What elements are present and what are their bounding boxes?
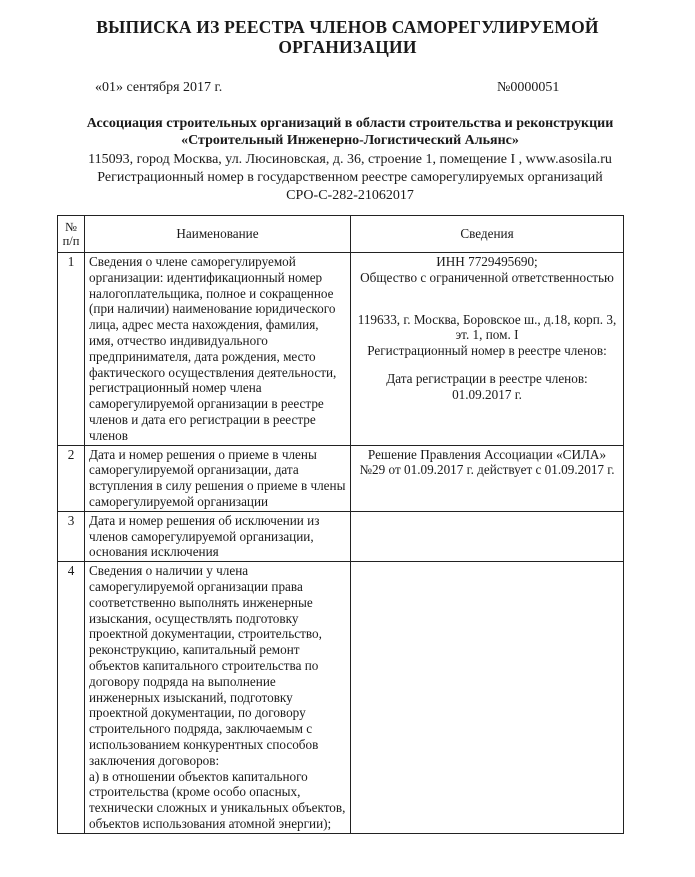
row-name: Дата и номер решения об исключении из членов саморегулируемой организации, основания исключения	[85, 511, 351, 561]
row-info	[351, 562, 624, 834]
document-title-line1: ВЫПИСКА ИЗ РЕЕСТРА ЧЛЕНОВ САМОРЕГУЛИРУЕМОЙ	[96, 17, 599, 37]
table-row	[58, 445, 624, 511]
row-name: Дата и номер решения о приеме в члены саморегулируемой организации, дата вступления в силу решения о приеме в члены саморегулируемой организации	[85, 445, 351, 511]
row-name-sub: а) в отношении объектов капитального строительства (кроме особо опасных, технически сложных и уникальных объектов, объектов использования атомной энергии);	[89, 768, 346, 831]
registry-table	[57, 215, 624, 834]
row-number: 2	[58, 445, 85, 511]
document-title	[60, 17, 635, 57]
table-row	[58, 253, 624, 446]
header-info: Сведения	[351, 216, 624, 253]
row-number: 4	[58, 562, 85, 834]
row-name-main: Сведения о наличии у члена саморегулируемой организации права соответственно выполнять инженерные изыскания, осуществлять подготовку проектной документации, строительство, реконструкцию, капитальный ремонт объектов капитального строительства по договору подряда на выполнение инженерных изысканий, подготовку проектной документации, по договору строительного подряда, заключаемым с использованием конкурентных способов заключения договоров:	[89, 563, 322, 768]
row-info	[351, 511, 624, 561]
member-address: 119633, г. Москва, Боровское ш., д.18, корп. 3, эт. 1, пом. I	[357, 311, 617, 343]
row-name	[85, 562, 351, 834]
member-registry-number: Регистрационный номер в реестре членов:	[367, 343, 607, 359]
member-legal-form: Общество с ограниченной ответственностью	[360, 269, 614, 285]
organization-name-line2: «Строительный Инженерно-Логистический Альянс»	[181, 133, 519, 148]
member-registry-date: Дата регистрации в реестре членов: 01.09.2017 г.	[386, 370, 588, 402]
spacer	[355, 286, 619, 312]
spacer	[355, 359, 619, 371]
header-number: № п/п	[58, 216, 85, 253]
organization-name-line1: Ассоциация строительных организаций в области строительства и реконструкции	[86, 116, 614, 131]
organization-registry-label: Регистрационный номер в государственном реестре саморегулируемых организаций	[97, 170, 603, 185]
organization-address: 115093, город Москва, ул. Люсиновская, д. 36, строение 1, помещение I , www.asosila.ru	[88, 152, 612, 167]
document-number: №0000051	[497, 80, 560, 95]
row-number: 3	[58, 511, 85, 561]
row-name: Сведения о члене саморегулируемой организации: идентификационный номер налогоплательщика, полное и сокращенное (при наличии) наименование юридического лица, адрес места нахождения, фамилия, имя, отчество индивидуального предпринимателя, дата рождения, место фактического осуществления деятельности, регистрационный номер члена саморегулируемой организации в реестре членов и дата его регистрации в реестре членов	[85, 253, 351, 446]
header-name: Наименование	[85, 216, 351, 253]
document-date: «01» сентября 2017 г.	[95, 80, 223, 95]
row-number: 1	[58, 253, 85, 446]
member-inn: ИНН 7729495690;	[436, 254, 538, 269]
row-info: Решение Правления Ассоциации «СИЛА» №29 от 01.09.2017 г. действует с 01.09.2017 г.	[351, 445, 624, 511]
table-row	[58, 562, 624, 834]
table-header-row	[58, 216, 624, 253]
table-row	[58, 511, 624, 561]
document-title-line2: ОРГАНИЗАЦИИ	[278, 37, 417, 57]
row-info	[351, 253, 624, 446]
organization-sro-number: СРО-С-282-21062017	[286, 188, 414, 203]
